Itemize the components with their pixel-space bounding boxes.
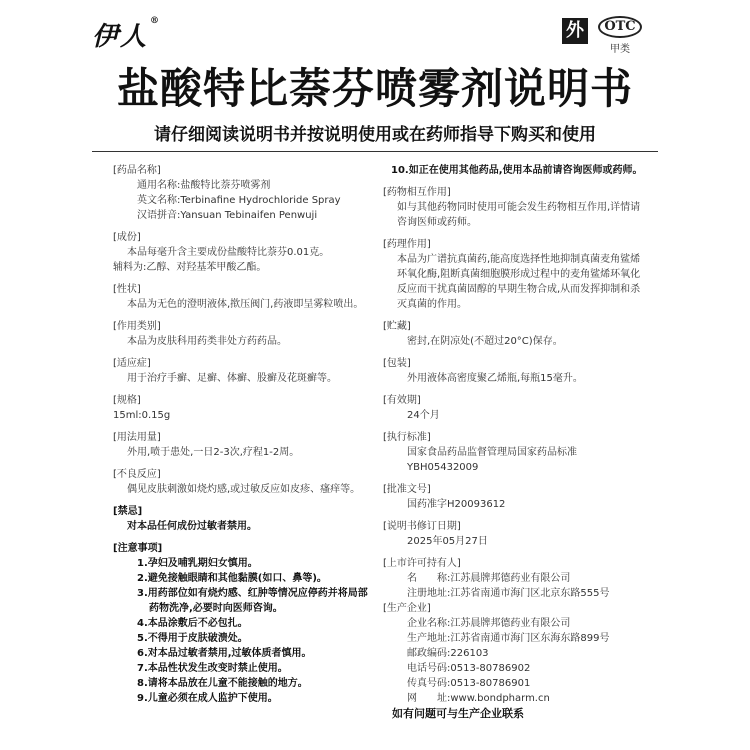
section-heading: [药品名称] bbox=[113, 165, 161, 176]
section-heading: [作用类别] bbox=[113, 321, 161, 332]
section-text: 本品为广谱抗真菌药,能高度选择性地抑制真菌麦角鲨烯环氧化酶,阻断真菌细胞膜形成过程中的麦角鲨烯环氧化反应而干扰真菌固醇的早期生物合成,从而发挥抑制和杀灭真菌的作用。 bbox=[397, 254, 641, 310]
precaution-item-10: 10.如正在使用其他药品,使用本品前请咨询医师或药师。 bbox=[391, 165, 643, 176]
precaution-item: 9.儿童必须在成人监护下使用。 bbox=[137, 693, 278, 704]
section-text: 对本品任何成份过敏者禁用。 bbox=[127, 521, 257, 532]
section-heading: [禁忌] bbox=[113, 506, 143, 517]
section-text: 国药准字H20093612 bbox=[407, 499, 506, 510]
section-heading: [上市许可持有人] bbox=[383, 558, 461, 569]
section-text: 国家食品药品监督管理局国家药品标准YBH05432009 bbox=[407, 447, 577, 473]
section-precautions bbox=[113, 541, 368, 706]
section-heading: [执行标准] bbox=[383, 432, 431, 443]
section-heading: [不良反应] bbox=[113, 469, 161, 480]
section-approval-number bbox=[383, 482, 648, 512]
section-heading: [药理作用] bbox=[383, 239, 431, 250]
right-column bbox=[383, 163, 648, 713]
registered-mark: ® bbox=[150, 16, 162, 26]
precaution-item: 3.用药部位如有烧灼感、红肿等情况应停药并将局部药物洗净,必要时向医师咨询。 bbox=[137, 588, 368, 614]
section-contraindications bbox=[113, 504, 368, 534]
divider bbox=[92, 151, 658, 152]
section-validity bbox=[383, 393, 648, 423]
section-pharmacology bbox=[383, 237, 648, 312]
section-heading: [包装] bbox=[383, 358, 411, 369]
section-heading: [规格] bbox=[113, 395, 141, 406]
section-text: 如与其他药物同时使用可能会发生药物相互作用,详情请咨询医师或药师。 bbox=[397, 202, 641, 228]
section-drug-name bbox=[113, 163, 368, 223]
otc-class: 甲类 bbox=[610, 44, 630, 55]
section-heading: [药物相互作用] bbox=[383, 187, 451, 198]
section-category bbox=[113, 319, 368, 349]
document-title: 盐酸特比萘芬喷雾剂说明书 bbox=[116, 64, 633, 113]
section-text: 24个月 bbox=[407, 410, 440, 421]
section-manufacturer bbox=[383, 601, 648, 706]
precaution-item: 5.不得用于皮肤破溃处。 bbox=[137, 633, 248, 644]
section-heading: [成份] bbox=[113, 232, 141, 243]
section-adverse-reactions bbox=[113, 467, 368, 497]
section-heading: [性状] bbox=[113, 284, 141, 295]
manufacturer-name: 企业名称:江苏晨牌邦德药业有限公司 bbox=[407, 618, 571, 629]
section-mah bbox=[383, 556, 648, 601]
manufacturer-fax: 传真号码:0513-80786901 bbox=[407, 678, 531, 689]
drug-english-name: 英文名称:Terbinafine Hydrochloride Spray bbox=[137, 195, 341, 206]
section-package bbox=[383, 356, 648, 386]
precaution-item: 2.避免接触眼睛和其他黏膜(如口、鼻等)。 bbox=[137, 573, 327, 584]
left-column bbox=[113, 163, 368, 713]
section-composition bbox=[113, 230, 368, 275]
section-text: 偶见皮肤刺激如烧灼感,或过敏反应如皮疹、瘙痒等。 bbox=[127, 484, 361, 495]
section-indications bbox=[113, 356, 368, 386]
precaution-item: 7.本品性状发生改变时禁止使用。 bbox=[137, 663, 288, 674]
section-usage bbox=[113, 430, 368, 460]
manufacturer-phone: 电话号码:0513-80786902 bbox=[407, 663, 531, 674]
section-text: 本品为皮肤科用药类非处方药药品。 bbox=[127, 336, 287, 347]
section-standard bbox=[383, 430, 648, 475]
section-heading: [批准文号] bbox=[383, 484, 431, 495]
contact-note: 如有问题可与生产企业联系 bbox=[392, 707, 524, 720]
external-use-badge: 外 bbox=[562, 18, 588, 44]
document-subtitle: 请仔细阅读说明书并按说明使用或在药师指导下购买和使用 bbox=[154, 125, 596, 145]
precaution-item: 4.本品涂敷后不必包扎。 bbox=[137, 618, 248, 629]
section-heading: [用法用量] bbox=[113, 432, 161, 443]
section-storage bbox=[383, 319, 648, 349]
manufacturer-address: 生产地址:江苏省南通市海门区东海东路899号 bbox=[407, 633, 610, 644]
section-properties bbox=[113, 282, 368, 312]
drug-pinyin-name: 汉语拼音:Yansuan Tebinaifen Penwuji bbox=[137, 210, 318, 221]
composition-main: 本品每毫升含主要成份盐酸特比萘芬0.01克。 bbox=[127, 247, 330, 258]
section-heading: [贮藏] bbox=[383, 321, 411, 332]
section-heading: [说明书修订日期] bbox=[383, 521, 461, 532]
section-text: 用于治疗手癣、足癣、体癣、股癣及花斑癣等。 bbox=[127, 373, 337, 384]
section-heading: [生产企业] bbox=[383, 603, 431, 614]
holder-name: 名 称:江苏晨牌邦德药业有限公司 bbox=[407, 573, 571, 584]
section-specification bbox=[113, 393, 368, 423]
section-drug-interactions bbox=[383, 185, 648, 230]
section-text: 15ml:0.15g bbox=[113, 410, 171, 421]
section-text: 本品为无色的澄明液体,揿压阀门,药液即呈雾粒喷出。 bbox=[127, 299, 364, 310]
section-text: 2025年05月27日 bbox=[407, 536, 488, 547]
precaution-item: 1.孕妇及哺乳期妇女慎用。 bbox=[137, 558, 258, 569]
section-heading: [有效期] bbox=[383, 395, 421, 406]
section-revision-date bbox=[383, 519, 648, 549]
precaution-item: 6.对本品过敏者禁用,过敏体质者慎用。 bbox=[137, 648, 312, 659]
section-heading: [注意事项] bbox=[113, 543, 163, 554]
manufacturer-postcode: 邮政编码:226103 bbox=[407, 648, 489, 659]
brand-logo: 伊人® bbox=[92, 16, 162, 52]
composition-excipients: 辅料为:乙醇、对羟基苯甲酸乙酯。 bbox=[113, 262, 267, 273]
precaution-item: 8.请将本品放在儿童不能接触的地方。 bbox=[137, 678, 308, 689]
section-text: 外用液体高密度聚乙烯瓶,每瓶15毫升。 bbox=[407, 373, 583, 384]
otc-badge bbox=[598, 16, 642, 55]
section-text: 密封,在阴凉处(不超过20°C)保存。 bbox=[407, 336, 563, 347]
holder-address: 注册地址:江苏省南通市海门区北京东路555号 bbox=[407, 588, 610, 599]
otc-label: OTC bbox=[598, 16, 642, 38]
section-heading: [适应症] bbox=[113, 358, 151, 369]
section-text: 外用,喷于患处,一日2-3次,疗程1-2周。 bbox=[127, 447, 300, 458]
manufacturer-website: 网 址:www.bondpharm.cn bbox=[407, 693, 550, 704]
drug-generic-name: 通用名称:盐酸特比萘芬喷雾剂 bbox=[137, 180, 271, 191]
